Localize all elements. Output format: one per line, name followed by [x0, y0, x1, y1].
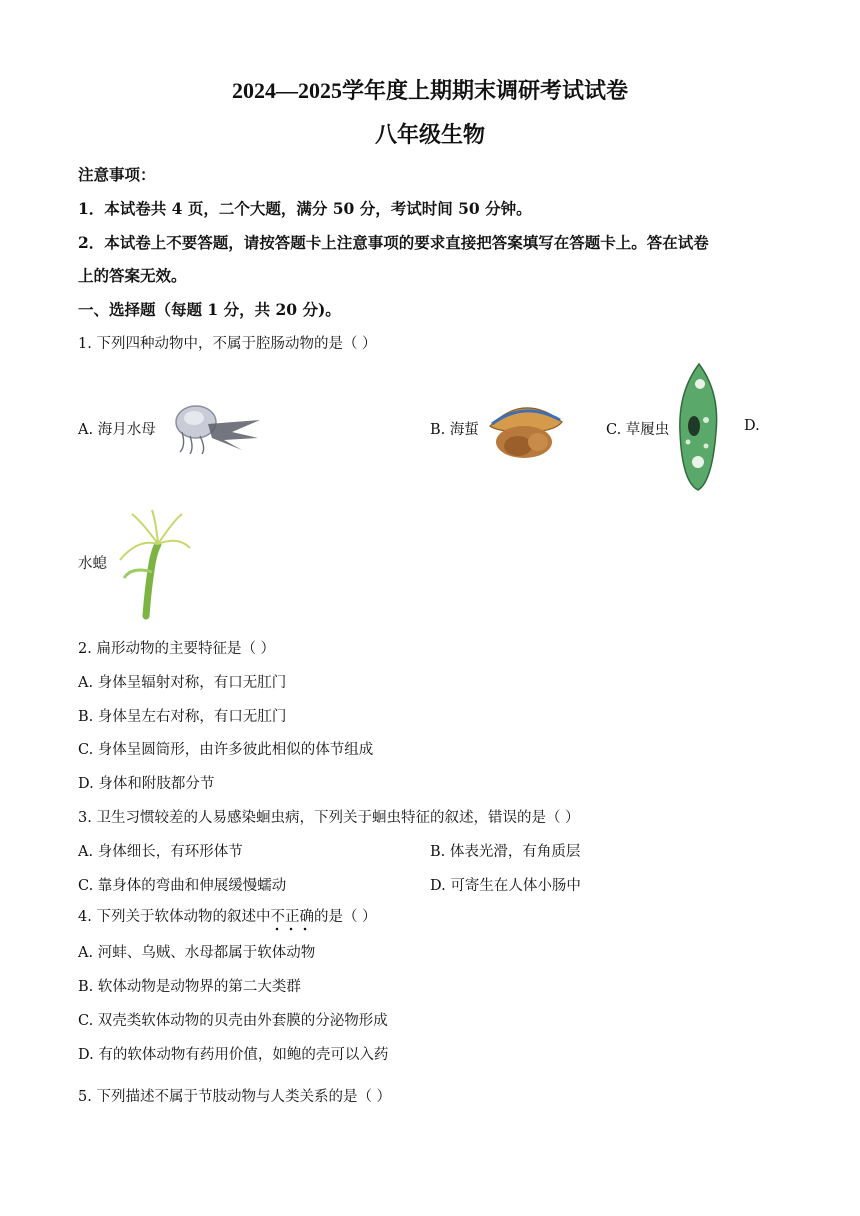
notice-item-2-line-1: 2．本试卷上不要答题，请按答题卡上注意事项的要求直接把答案填写在答题卡上。答在试卷 [78, 233, 709, 252]
exam-subtitle: 八年级生物 [374, 122, 485, 147]
notice-item-1: 1．本试卷共 4 页，二个大题，满分 50 分，考试时间 50 分钟。 [78, 199, 532, 218]
q1-stem: 1. 下列四种动物中，不属于腔肠动物的是（ ） [78, 336, 377, 352]
q2-stem: 2. 扁形动物的主要特征是（ ） [78, 641, 276, 657]
moon-jellyfish-image [172, 398, 264, 454]
exam-title: 2024—2025学年度上期期末调研考试试卷 [231, 78, 628, 103]
section-1-heading: 一、选择题（每题 1 分，共 20 分)。 [78, 300, 341, 319]
q4-stem-post: 的是（ ） [313, 909, 377, 925]
q2-option-a: A. 身体呈辐射对称，有口无肛门 [78, 675, 287, 691]
q2-option-d: D. 身体和附肢都分节 [78, 776, 215, 792]
q1-option-a: A. 海月水母 [78, 422, 156, 438]
hydra-image [112, 508, 192, 620]
q1-option-c: C. 草履虫 [606, 422, 670, 438]
q3-stem: 3. 卫生习惯较差的人易感染蛔虫病，下列关于蛔虫特征的叙述，错误的是（ ） [78, 810, 580, 826]
paramecium-image [676, 362, 722, 492]
q3-option-c: C. 靠身体的弯曲和伸展缓慢蠕动 [78, 878, 287, 894]
notice-heading: 注意事项： [78, 165, 156, 184]
q4-option-a: A. 河蚌、乌贼、水母都属于软体动物 [78, 945, 316, 961]
q2-option-c: C. 身体呈圆筒形，由许多彼此相似的体节组成 [78, 742, 374, 758]
q4-option-d: D. 有的软体动物有药用价值，如鲍的壳可以入药 [78, 1047, 389, 1063]
q3-option-d: D. 可寄生在人体小肠中 [430, 878, 581, 894]
q3-option-a: A. 身体细长，有环形体节 [78, 844, 243, 860]
q3-option-b: B. 体表光滑，有角质层 [430, 844, 581, 860]
q4-option-b: B. 软体动物是动物界的第二大类群 [78, 979, 301, 995]
q1-option-b: B. 海蜇 [430, 422, 479, 438]
q1-option-d: D. [744, 418, 760, 434]
q4-stem-pre: 4. 下列关于软体动物的叙述中 [78, 909, 271, 925]
q5-stem: 5. 下列描述不属于节肢动物与人类关系的是（ ） [78, 1089, 392, 1105]
sea-jelly-image [484, 392, 568, 462]
q4-stem-emphasis: 不正确 [270, 909, 314, 931]
q4-option-c: C. 双壳类软体动物的贝壳由外套膜的分泌物形成 [78, 1013, 388, 1029]
notice-item-2-line-2: 上的答案无效。 [78, 266, 187, 285]
q2-option-b: B. 身体呈左右对称，有口无肛门 [78, 709, 287, 725]
q4-stem [78, 905, 377, 926]
q1-option-d-name: 水螅 [78, 556, 107, 572]
